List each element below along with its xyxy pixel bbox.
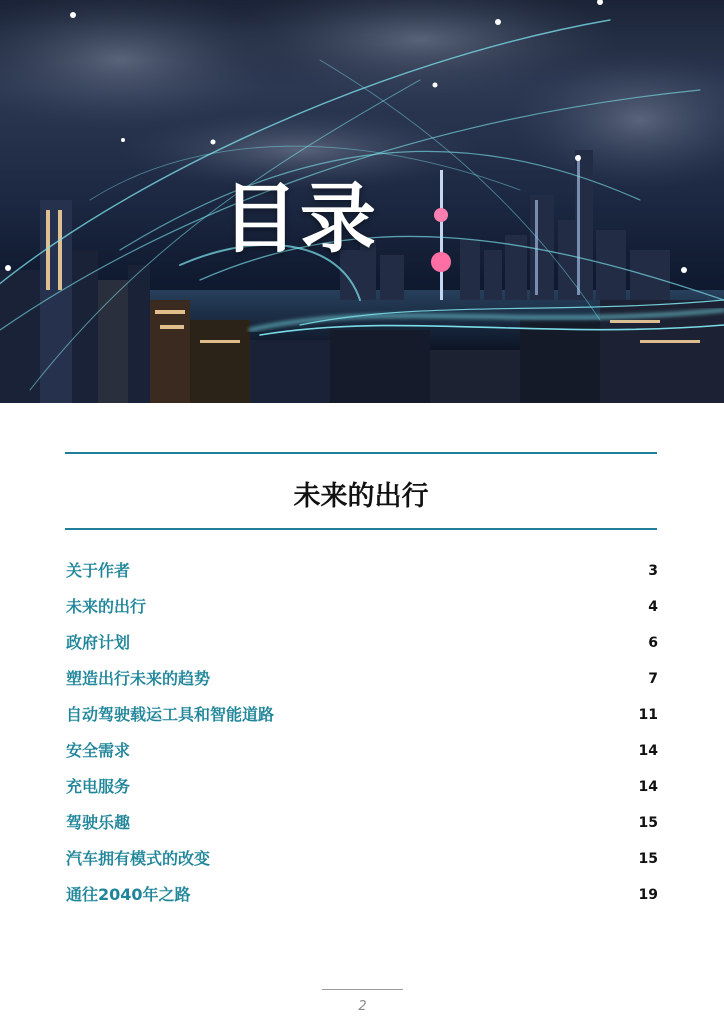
toc-entry[interactable]	[66, 884, 660, 920]
footer-divider	[322, 989, 403, 990]
toc-entry-page: 14	[638, 743, 658, 759]
toc-entry[interactable]	[66, 560, 660, 596]
toc-entry[interactable]	[66, 812, 660, 848]
toc-entry-label[interactable]: 通往2040年之路	[66, 885, 191, 904]
toc-entry[interactable]	[66, 740, 660, 776]
toc-entry-page: 14	[638, 779, 658, 795]
toc-entry-label[interactable]: 安全需求	[66, 741, 131, 760]
page-number: 2	[358, 999, 367, 1014]
toc-entry-page: 15	[638, 815, 658, 831]
section-title: 未来的出行	[293, 481, 429, 512]
toc-entry-page: 11	[638, 707, 658, 723]
toc-entry-label[interactable]: 塑造出行未来的趋势	[66, 669, 211, 688]
toc-entry-label[interactable]: 未来的出行	[66, 597, 147, 616]
toc-entry-page: 7	[648, 671, 658, 687]
toc-entry-page: 3	[648, 563, 658, 579]
section-divider-bottom	[65, 528, 657, 530]
toc-entry-label[interactable]: 充电服务	[66, 777, 131, 796]
toc-entry-label[interactable]: 关于作者	[66, 561, 131, 580]
toc-entry-page: 4	[648, 599, 658, 615]
toc-entry[interactable]	[66, 596, 660, 632]
toc-entry[interactable]	[66, 776, 660, 812]
toc-entry[interactable]	[66, 704, 660, 740]
toc-entry-label[interactable]: 自动驾驶载运工具和智能道路	[66, 705, 275, 724]
table-of-contents	[66, 560, 660, 920]
toc-entry[interactable]	[66, 668, 660, 704]
section-divider-top	[65, 452, 657, 454]
toc-entry[interactable]	[66, 632, 660, 668]
toc-entry[interactable]	[66, 848, 660, 884]
toc-entry-page: 6	[648, 635, 658, 651]
toc-entry-label[interactable]: 驾驶乐趣	[66, 813, 131, 832]
toc-entry-page: 19	[638, 887, 658, 903]
toc-entry-page: 15	[638, 851, 658, 867]
page-title: 目录	[222, 174, 378, 263]
toc-entry-label[interactable]: 政府计划	[66, 633, 131, 652]
hero-banner	[0, 0, 724, 403]
toc-entry-label[interactable]: 汽车拥有模式的改变	[66, 849, 211, 868]
